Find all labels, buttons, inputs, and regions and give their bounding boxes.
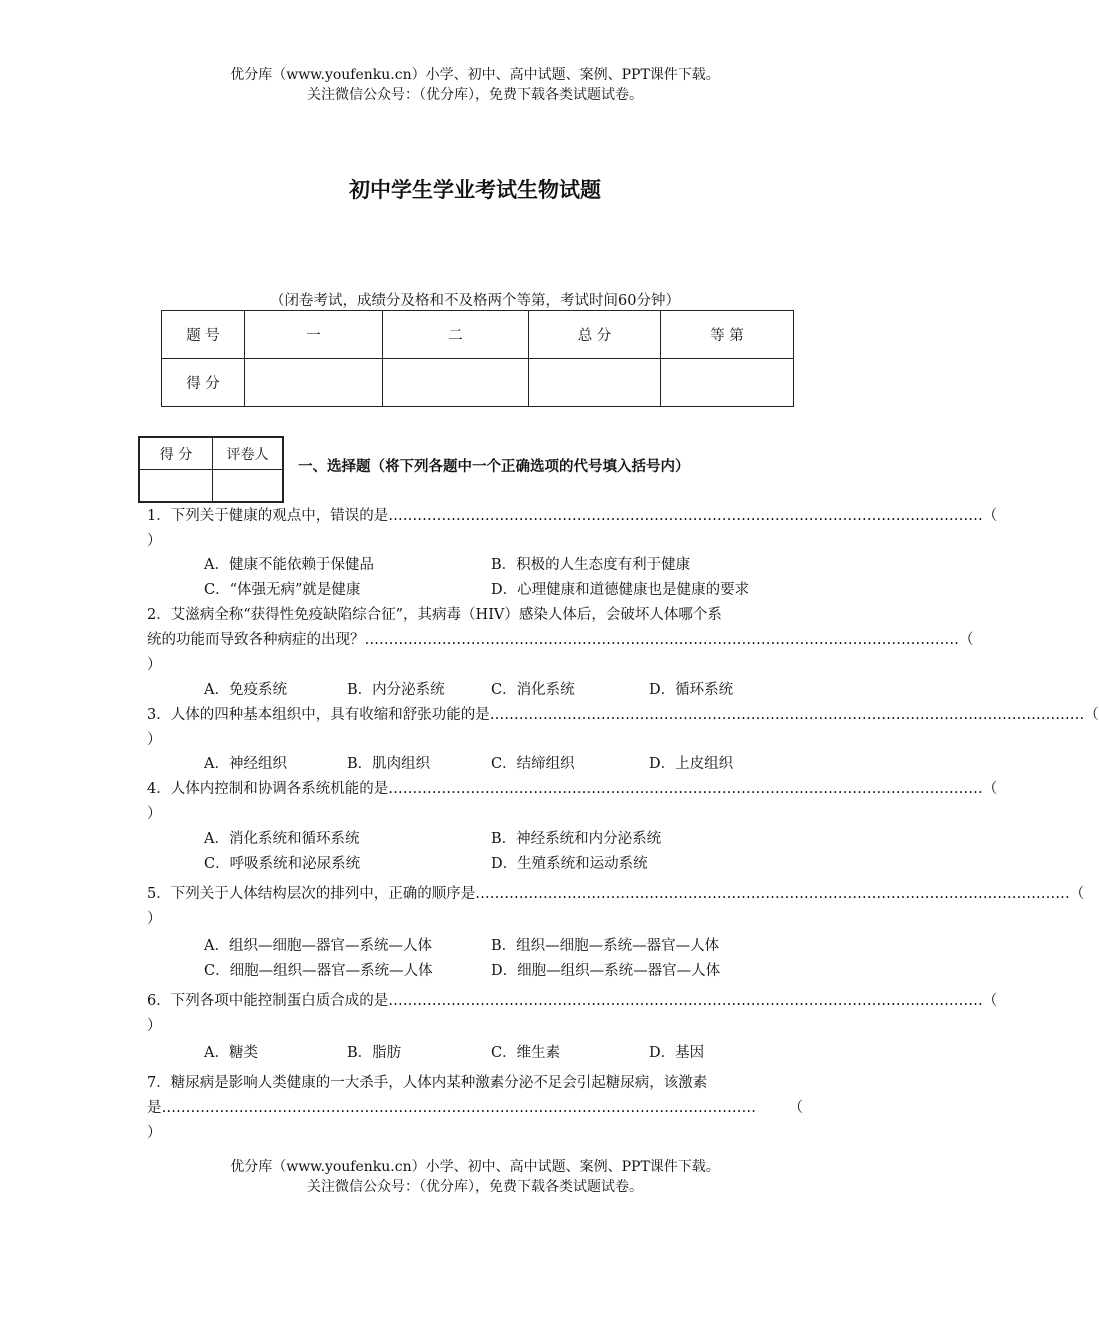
question-text: 3．人体的四种基本组织中，具有收缩和舒张功能的是 [147,707,490,723]
question-1 [147,504,998,554]
option: B．神经系统和内分泌系统 [491,831,662,847]
header-line-2: 关注微信公众号：（优分库），免费下载各类试题试卷。 [307,87,643,103]
option: C．细胞—组织—器官—系统—人体 [204,963,433,979]
exam-note: （闭卷考试，成绩分及格和不及格两个等第，考试时间60分钟） [270,293,680,309]
grader-table [138,436,284,503]
answer-paren-open: （ [982,508,998,524]
question-6 [147,989,998,1039]
question-text: 统的功能而导致各种病症的出现？ [147,632,365,648]
footer-line-1: 优分库（www.youfenku.cn）小学、初中、高中试题、案例、PPT课件下载。 [230,1159,720,1175]
question-5 [147,882,1085,932]
question-text: 7．糖尿病是影响人类健康的一大杀手，人体内某种激素分泌不足会引起糖尿病，该激素 [147,1075,708,1091]
grader-score-label: 得 分 [139,437,213,470]
option: A．神经组织 [204,756,287,772]
dot-leader: …………………………………………………………………………………………………………… [388,781,983,797]
question-2 [147,603,974,678]
option: A．免疫系统 [204,682,287,698]
option: C．结缔组织 [491,756,575,772]
option: B．内分泌系统 [347,682,445,698]
answer-paren-close: ） [147,911,162,927]
score-cell[interactable] [529,359,661,407]
score-table [161,310,794,407]
option: B．积极的人生态度有利于健康 [491,557,691,573]
answer-paren-close: ） [147,806,162,822]
option: D．心理健康和道德健康也是健康的要求 [491,582,750,598]
option: A．组织—细胞—器官—系统—人体 [204,938,432,954]
dot-leader: …………………………………………………………………………………………………………… [475,886,1070,902]
dot-leader: …………………………………………………………………………………………………………… [161,1100,756,1116]
score-header-cell: 二 [383,311,529,359]
option: D．上皮组织 [649,756,734,772]
option: D．细胞—组织—系统—器官—人体 [491,963,721,979]
answer-paren-open: （ [1084,707,1099,723]
question-4 [147,777,998,827]
score-cell[interactable] [661,359,794,407]
option: A．消化系统和循环系统 [204,831,360,847]
score-cell[interactable] [383,359,529,407]
answer-paren-open: （ [982,993,998,1009]
option: C．消化系统 [491,682,575,698]
answer-paren-open: （ [982,781,998,797]
option: B．肌肉组织 [347,756,431,772]
option: D．基因 [649,1045,705,1061]
score-header-cell: 总 分 [529,311,661,359]
grader-name-cell[interactable] [213,470,284,503]
grader-score-cell[interactable] [139,470,213,503]
answer-paren-open: （ [959,632,974,648]
answer-paren-close: ） [147,732,162,748]
dot-leader: …………………………………………………………………………………………………………… [388,508,983,524]
option: D．循环系统 [649,682,734,698]
score-header-cell: 等 第 [661,311,794,359]
answer-paren-close: ） [147,657,162,673]
option: C．维生素 [491,1045,561,1061]
dot-leader: …………………………………………………………………………………………………………… [388,993,983,1009]
question-text: 是 [147,1100,162,1116]
grader-name-label: 评卷人 [213,437,284,470]
answer-paren-close: ） [147,533,162,549]
score-header-cell: 一 [245,311,383,359]
question-3 [147,703,1099,753]
question-text: 4．人体内控制和协调各系统机能的是 [147,781,389,797]
page-title: 初中学生学业考试生物试题 [349,178,601,202]
option: B．脂肪 [347,1045,402,1061]
option: C．呼吸系统和泌尿系统 [204,856,361,872]
answer-paren-close: ） [147,1018,162,1034]
option: D．生殖系统和运动系统 [491,856,648,872]
footer-line-2: 关注微信公众号：（优分库），免费下载各类试题试卷。 [307,1179,643,1195]
answer-paren-close: ） [147,1125,162,1141]
dot-leader: …………………………………………………………………………………………………………… [489,707,1085,723]
question-text: 6．下列各项中能控制蛋白质合成的是 [147,993,389,1009]
option: C．“体强无病”就是健康 [204,582,361,598]
option: A．健康不能依赖于保健品 [204,557,374,573]
question-7 [147,1071,803,1146]
header-line-1: 优分库（www.youfenku.cn）小学、初中、高中试题、案例、PPT课件下载。 [230,67,720,83]
question-text: 1．下列关于健康的观点中，错误的是 [147,508,389,524]
question-text: 5．下列关于人体结构层次的排列中，正确的顺序是 [147,886,476,902]
score-cell[interactable] [245,359,383,407]
answer-paren-open: （ [1069,886,1085,902]
score-row-label: 得 分 [162,359,245,407]
score-header-cell: 题 号 [162,311,245,359]
section-heading: 一、选择题（将下列各题中一个正确选项的代号填入括号内） [298,459,690,475]
dot-leader: …………………………………………………………………………………………………………… [364,632,959,648]
option: B．组织—细胞—系统—器官—人体 [491,938,720,954]
question-text: 2．艾滋病全称“获得性免疫缺陷综合征”，其病毒（HIV）感染人体后，会破坏人体哪个系 [147,607,722,623]
option: A．糖类 [204,1045,258,1061]
answer-paren-open: （ [788,1100,803,1116]
